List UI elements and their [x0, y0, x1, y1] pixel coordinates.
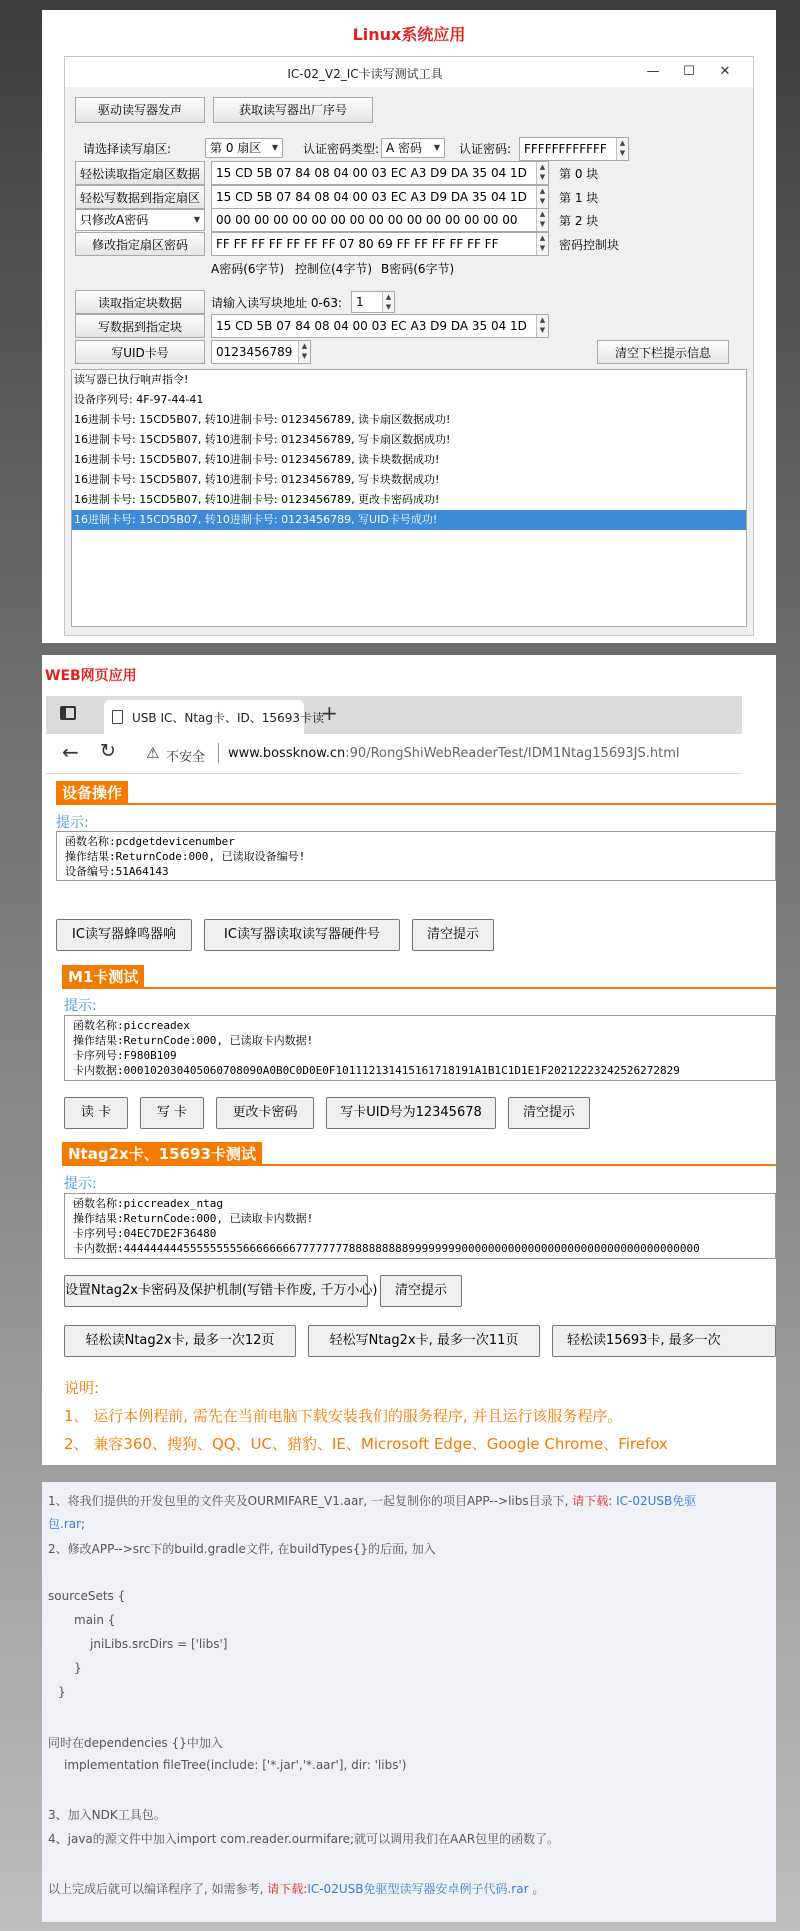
- auth-pwd-label: 认证密码:: [459, 142, 512, 156]
- ntag-write-button[interactable]: 轻松写Ntag2x卡, 最多一次11页: [308, 1325, 540, 1357]
- beep-button[interactable]: 驱动读写器发声: [75, 97, 205, 123]
- block0-input[interactable]: [211, 161, 549, 185]
- browser-tab[interactable]: [104, 700, 324, 734]
- m1-output[interactable]: 函数名称:piccreadex 操作结果:ReturnCode:000, 已读取卡内数据! 卡序列号:F980B109 卡内数据:000102030405060708090A0B0C0D0E0F101112131415161718191A1B1C1D1E1F20212223242526272829: [64, 1015, 776, 1081]
- block0-value: 15 CD 5B 07 84 08 04 00 03 EC A3 D9 DA 35 04 1D: [216, 166, 527, 180]
- device-hw-button[interactable]: IC读写器读取读写器硬件号: [204, 919, 400, 951]
- sector-label: 请选择读写扇区:: [83, 142, 172, 156]
- read-card-button[interactable]: 读 卡: [64, 1097, 128, 1129]
- back-icon[interactable]: ←: [62, 740, 79, 764]
- section-m1-test: M1卡测试: [62, 965, 144, 989]
- close-icon[interactable]: ✕: [719, 64, 731, 79]
- web-heading: WEB网页应用: [45, 668, 137, 684]
- sdk-download-link-cont[interactable]: 包.rar: [48, 1517, 82, 1531]
- auth-type-label: 认证密码类型:: [303, 142, 380, 156]
- uid-value: 0123456789: [216, 345, 293, 359]
- instruction-text: 以上完成后就可以编译程序了, 如需参考,: [48, 1882, 268, 1896]
- block2-value: 00 00 00 00 00 00 00 00 00 00 00 00 00 00 00 00: [216, 213, 518, 227]
- block-addr-label: 请输入读写块地址 0-63:: [211, 296, 343, 310]
- minimize-icon[interactable]: —: [646, 64, 660, 79]
- spin-arrows-icon[interactable]: ▲ ▼: [536, 233, 548, 255]
- linux-panel: [42, 10, 776, 643]
- spin-arrows-icon[interactable]: ▲ ▼: [298, 341, 310, 363]
- refresh-icon[interactable]: ↻: [100, 740, 116, 762]
- insecure-label[interactable]: 不安全: [166, 750, 206, 765]
- auth-pwd-input[interactable]: [519, 137, 629, 161]
- set-ntag-pwd-button[interactable]: 设置Ntag2x卡密码及保护机制(写错卡作废, 千万小心): [64, 1275, 368, 1307]
- chevron-down-icon: ▼: [271, 143, 278, 152]
- log-line: 读写器已执行响声指令!: [74, 373, 189, 386]
- instruction-text: 。: [528, 1882, 545, 1896]
- write-sector-button[interactable]: 轻松写数据到指定扇区: [75, 185, 205, 209]
- warning-icon[interactable]: ⚠: [146, 744, 160, 762]
- clear-hint-button-1[interactable]: 清空提示: [412, 919, 494, 951]
- ntag-output[interactable]: 函数名称:piccreadex_ntag 操作结果:ReturnCode:000, 已读取卡内数据! 卡序列号:04EC7DE2F36480 卡内数据:444444444555555555666666667777777788888888899999999000000000000000000000000000000000000: [64, 1193, 776, 1259]
- block3-input[interactable]: [211, 232, 549, 256]
- instruction-line: [48, 1515, 85, 1532]
- uid-input[interactable]: [211, 340, 311, 364]
- browser-tabbar: [46, 696, 742, 734]
- hint-label: 提示:: [64, 998, 97, 1014]
- tab-title: USB IC、Ntag卡、ID、15693卡读: [132, 711, 324, 725]
- legend-b: B密码(6字节): [381, 262, 455, 276]
- notes-title: 说明:: [64, 1379, 100, 1397]
- code-line: }: [58, 1685, 66, 1699]
- write-block-value: 15 CD 5B 07 84 08 04 00 03 EC A3 D9 DA 35 04 1D: [216, 319, 527, 333]
- section-device-ops: 设备操作: [56, 781, 128, 805]
- log-line: 16进制卡号: 15CD5B07, 转10进制卡号: 0123456789, 读卡块数据成功!: [74, 453, 440, 466]
- pwd-mode-value: 只修改A密码: [80, 213, 149, 227]
- code-line: }: [74, 1661, 82, 1675]
- device-beep-button[interactable]: IC读写器蜂鸣器响: [56, 919, 192, 951]
- write-uid-button[interactable]: 写UID卡号: [75, 340, 205, 364]
- block0-label: 第 0 块: [559, 167, 599, 181]
- clear-hint-button-3[interactable]: 清空提示: [380, 1275, 462, 1307]
- hint-label: 提示:: [64, 1176, 97, 1192]
- code-line: jniLibs.srcDirs = ['libs']: [90, 1637, 228, 1651]
- url-host: www.bossknow.cn: [228, 746, 346, 761]
- note-item: 2、 兼容360、搜狗、QQ、UC、猎豹、IE、Microsoft Edge、Google Chrome、Firefox: [64, 1435, 668, 1453]
- window-title: IC-02_V2_IC卡读写测试工具: [287, 67, 443, 81]
- url-path: :90/RongShiWebReaderTest/IDM1Ntag15693JS.html: [345, 746, 680, 761]
- window-titlebar: [65, 57, 753, 87]
- hint-label: 提示:: [56, 815, 89, 831]
- auth-pwd-value: FFFFFFFFFFFF: [524, 142, 607, 156]
- read-sector-button[interactable]: 轻松读取指定扇区数据: [75, 161, 205, 185]
- legend-a: A密码(6字节): [211, 262, 285, 276]
- spin-arrows-icon[interactable]: ▲ ▼: [536, 315, 548, 337]
- write-uid-12345678-button[interactable]: 写卡UID号为12345678: [326, 1097, 496, 1129]
- address-divider: [218, 743, 219, 763]
- new-tab-icon[interactable]: +: [321, 701, 338, 725]
- url-field[interactable]: [228, 746, 679, 761]
- change-card-pwd-button[interactable]: 更改卡密码: [216, 1097, 314, 1129]
- clear-log-button[interactable]: 清空下栏提示信息: [597, 340, 729, 364]
- read-15693-button[interactable]: 轻松读15693卡, 最多一次: [552, 1325, 776, 1357]
- section-divider: [62, 1164, 776, 1166]
- browser-addressbar: [46, 734, 742, 774]
- ntag-read-button[interactable]: 轻松读Ntag2x卡, 最多一次12页: [64, 1325, 296, 1357]
- page-icon: [112, 710, 123, 724]
- log-list[interactable]: [71, 369, 747, 627]
- web-panel: [42, 655, 776, 1465]
- instruction-line: [48, 1492, 696, 1509]
- block2-input[interactable]: [211, 208, 549, 232]
- log-line: 16进制卡号: 15CD5B07, 转10进制卡号: 0123456789, 更改卡密码成功!: [74, 493, 440, 506]
- download-label: 请下载:: [267, 1882, 308, 1896]
- example-download-link[interactable]: IC-02USB免驱型读写器安卓例子代码.rar: [307, 1882, 529, 1896]
- read-block-button[interactable]: 读取指定块数据: [75, 290, 205, 314]
- spin-arrows-icon[interactable]: ▲ ▼: [536, 162, 548, 184]
- block1-input[interactable]: [211, 185, 549, 209]
- instruction-line: [48, 1880, 544, 1897]
- legend-ctrl: 控制位(4字节): [295, 262, 372, 276]
- app-window: [64, 56, 754, 636]
- write-block-button[interactable]: 写数据到指定块: [75, 314, 205, 338]
- chevron-down-icon: ▼: [193, 215, 200, 224]
- instruction-line: 4、java的源文件中加入import com.reader.ourmifare;就可以调用我们在AAR包里的函数了。: [48, 1832, 560, 1846]
- device-output[interactable]: 函数名称:pcdgetdevicenumber 操作结果:ReturnCode:000, 已读取设备编号! 设备编号:51A64143: [56, 831, 776, 881]
- instruction-line: 同时在dependencies {}中加入: [48, 1736, 223, 1750]
- block3-value: FF FF FF FF FF FF FF 07 80 69 FF FF FF FF FF FF: [216, 237, 499, 251]
- chevron-down-icon: ▼: [433, 143, 440, 152]
- log-line: 设备序列号: 4F-97-44-41: [74, 393, 204, 406]
- spin-arrows-icon[interactable]: ▲ ▼: [382, 292, 394, 312]
- block1-value: 15 CD 5B 07 84 08 04 00 03 EC A3 D9 DA 35 04 1D: [216, 190, 527, 204]
- instruction-text: 1、将我们提供的开发包里的文件夹及OURMIFARE_V1.aar, 一起复制你的项目APP-->libs目录下,: [48, 1494, 573, 1508]
- download-label: 请下载:: [572, 1494, 617, 1508]
- block3-label: 密码控制块: [559, 238, 620, 252]
- log-line-selected[interactable]: 16进制卡号: 15CD5B07, 转10进制卡号: 0123456789, 写UID卡号成功!: [72, 510, 746, 530]
- auth-type-value: A 密码: [386, 141, 423, 155]
- section-divider: [56, 803, 776, 805]
- sector-select[interactable]: [205, 138, 283, 158]
- auth-type-select[interactable]: [381, 138, 445, 158]
- block1-label: 第 1 块: [559, 191, 599, 205]
- spin-arrows-icon[interactable]: ▲ ▼: [536, 186, 548, 208]
- maximize-icon[interactable]: ☐: [683, 64, 695, 79]
- section-divider: [62, 987, 776, 989]
- log-line: 16进制卡号: 15CD5B07, 转10进制卡号: 0123456789, 读卡扇区数据成功!: [74, 413, 451, 426]
- instruction-line: 3、加入NDK工具包。: [48, 1808, 166, 1822]
- write-block-input[interactable]: [211, 314, 549, 338]
- block-addr-input[interactable]: [351, 291, 395, 313]
- android-instructions-panel: [42, 1482, 776, 1922]
- change-pwd-button[interactable]: 修改指定扇区密码: [75, 232, 205, 256]
- spin-arrows-icon[interactable]: ▲ ▼: [536, 209, 548, 231]
- linux-heading: Linux系统应用: [352, 25, 466, 44]
- spin-arrows-icon[interactable]: ▲ ▼: [616, 138, 628, 160]
- log-line: 16进制卡号: 15CD5B07, 转10进制卡号: 0123456789, 写卡块数据成功!: [74, 473, 440, 486]
- log-line: 16进制卡号: 15CD5B07, 转10进制卡号: 0123456789, 写卡扇区数据成功!: [74, 433, 451, 446]
- pwd-mode-select[interactable]: [75, 209, 205, 231]
- tab-actions-icon[interactable]: [60, 706, 76, 720]
- block2-label: 第 2 块: [559, 214, 599, 228]
- sector-select-value: 第 0 扇区: [210, 141, 262, 155]
- section-ntag-test: Ntag2x卡、15693卡测试: [62, 1142, 262, 1166]
- code-line: main {: [74, 1613, 116, 1627]
- get-serial-button[interactable]: 获取读写器出厂序号: [213, 97, 373, 123]
- note-item: 1、 运行本例程前, 需先在当前电脑下载安装我们的服务程序, 并且运行该服务程序。: [64, 1407, 623, 1425]
- instruction-text: ;: [81, 1517, 86, 1531]
- block-addr-value: 1: [356, 295, 364, 309]
- sdk-download-link[interactable]: IC-02USB免驱: [616, 1494, 697, 1508]
- write-card-button[interactable]: 写 卡: [140, 1097, 204, 1129]
- instruction-line: 2、修改APP-->src下的build.gradle文件, 在buildTypes{}的后面, 加入: [48, 1542, 436, 1556]
- code-line: implementation fileTree(include: ['*.jar','*.aar'], dir: 'libs'): [64, 1758, 407, 1772]
- code-line: sourceSets {: [48, 1589, 126, 1603]
- clear-hint-button-2[interactable]: 清空提示: [508, 1097, 590, 1129]
